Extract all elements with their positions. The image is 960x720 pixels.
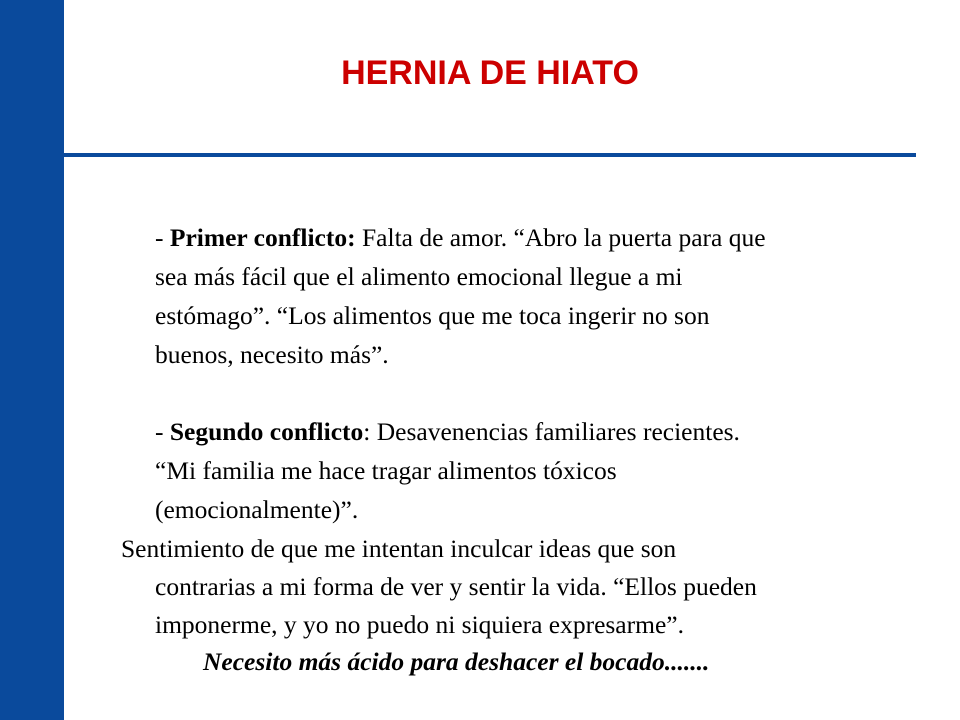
first-conflict-prefix: - <box>155 223 170 252</box>
slide-title: HERNIA DE HIATO <box>341 54 639 92</box>
first-conflict-line-3: estómago”. “Los alimentos que me toca ingerir no son <box>155 301 710 330</box>
feeling-line-2: contrarias a mi forma de ver y sentir la vida. “Ellos pueden <box>155 572 757 601</box>
second-conflict-text: : Desavenencias familiares recientes. <box>363 417 740 446</box>
first-conflict-line-4: buenos, necesito más”. <box>155 340 389 369</box>
second-conflict-prefix: - <box>155 417 170 446</box>
second-conflict-line-3: (emocionalmente)”. <box>155 495 359 524</box>
second-conflict-label: Segundo conflicto <box>169 417 364 446</box>
closing-statement: Necesito más ácido para deshacer el bocado....... <box>203 647 710 676</box>
first-conflict-text: Falta de amor. “Abro la puerta para que <box>355 223 766 252</box>
second-conflict-line-1 <box>155 412 740 451</box>
first-conflict-label: Primer conflicto: <box>169 223 356 252</box>
first-conflict-line-1 <box>155 218 766 257</box>
second-conflict-line-2: “Mi familia me hace tragar alimentos tóxicos <box>155 456 617 485</box>
first-conflict-line-2: sea más fácil que el alimento emocional llegue a mi <box>155 262 683 291</box>
feeling-line-3: imponerme, y yo no puedo ni siquiera expresarme”. <box>155 610 684 639</box>
feeling-line-1: Sentimiento de que me intentan inculcar ideas que son <box>121 534 677 563</box>
